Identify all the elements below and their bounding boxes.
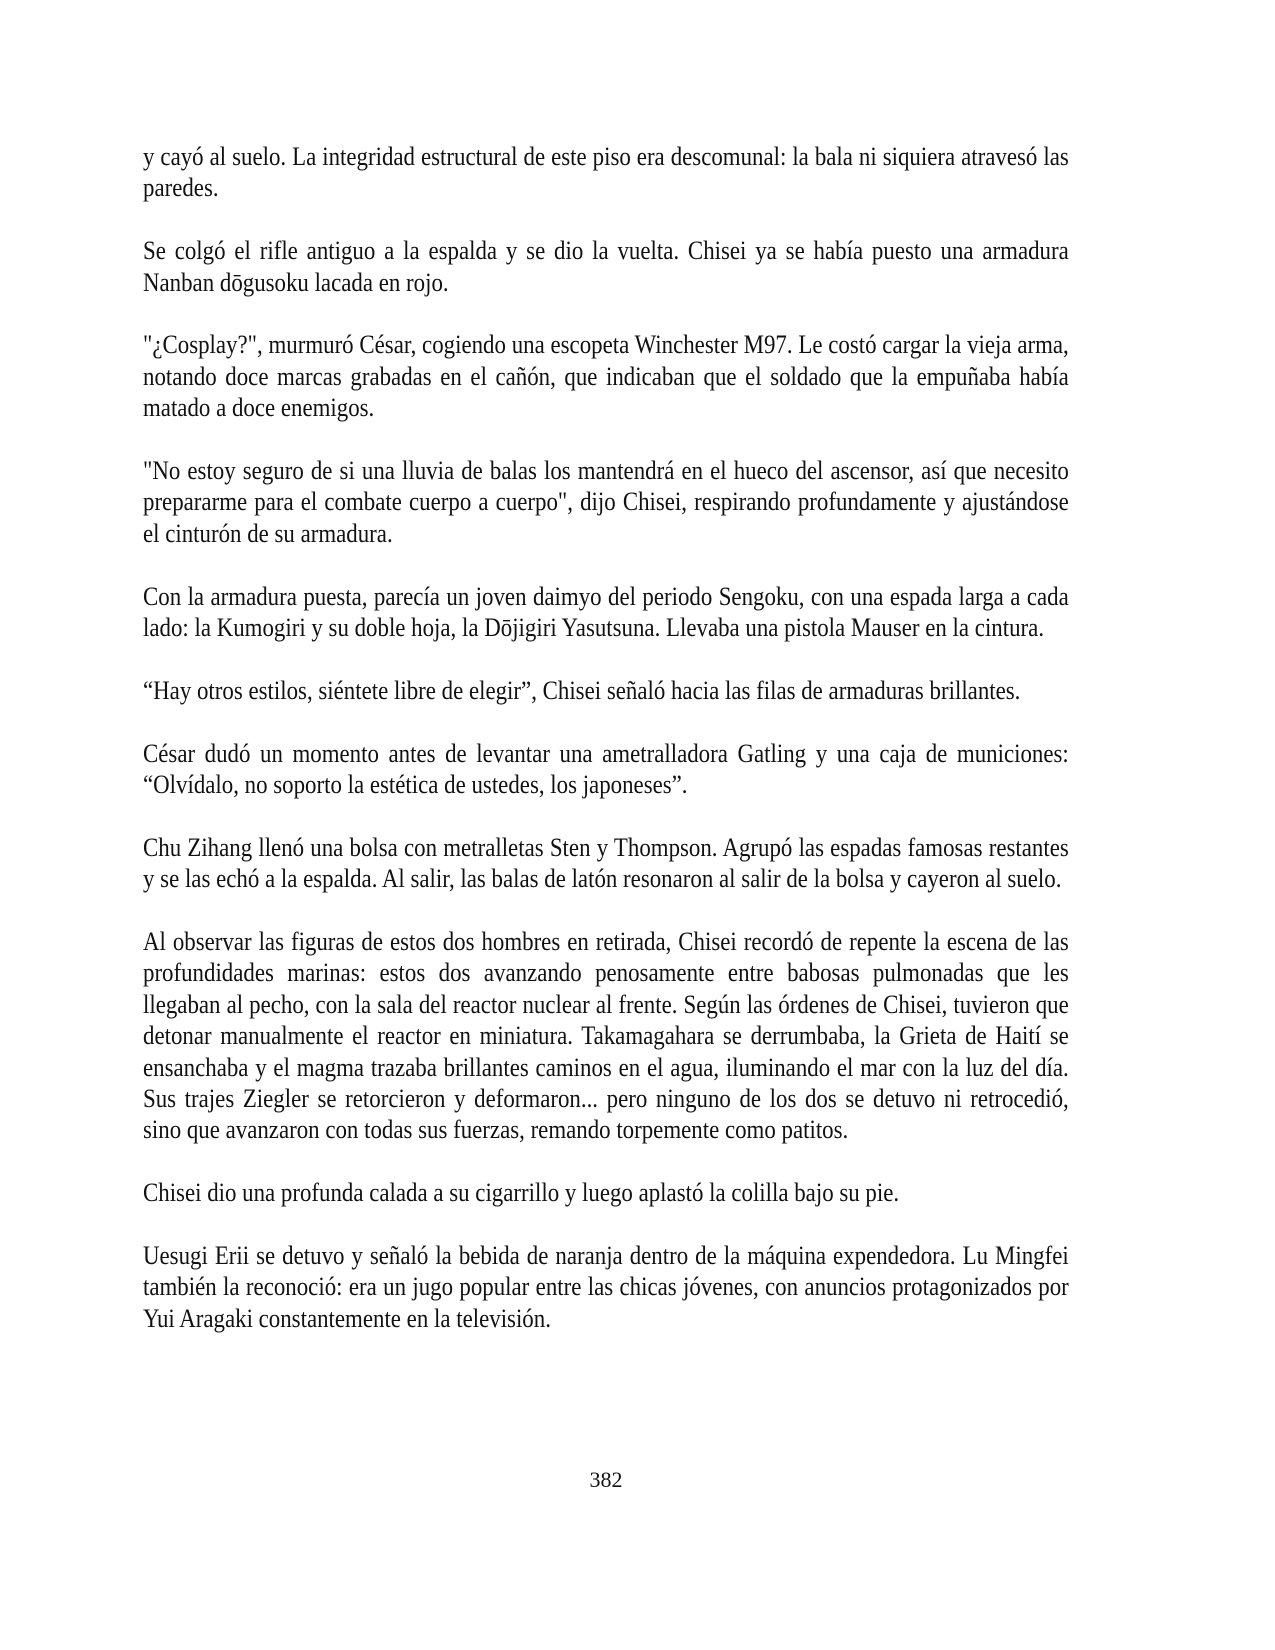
paragraph: "¿Cosplay?", murmuró César, cogiendo una escopeta Winchester M97. Le costó cargar la vieja arma, notando doce marcas grabadas en el cañón, que indicaban que el soldado que la empuñaba había matado a doce enemigos.	[143, 330, 1069, 423]
paragraph: Se colgó el rifle antiguo a la espalda y se dio la vuelta. Chisei ya se había puesto una armadura Nanban dōgusoku lacada en rojo.	[143, 236, 1069, 297]
paragraph: Chu Zihang llenó una bolsa con metralletas Sten y Thompson. Agrupó las espadas famosas restantes y se las echó a la espalda. Al salir, las balas de latón resonaron al salir de la bolsa y cayeron al suelo.	[143, 832, 1069, 894]
paragraph: Chisei dio una profunda calada a su cigarrillo y luego aplastó la colilla bajo su pie.	[143, 1178, 900, 1208]
paragraph: "No estoy seguro de si una lluvia de balas los mantendrá en el hueco del ascensor, así que necesito prepararme para el combate cuerpo a cuerpo", dijo Chisei, respirando profundamente y ajustándose el cinturón de su armadura.	[143, 456, 1069, 548]
paragraph: Con la armadura puesta, parecía un joven daimyo del periodo Sengoku, con una espada larga a cada lado: la Kumogiri y su doble hoja, la Dōjigiri Yasutsuna. Llevaba una pistola Mauser en la cintura.	[143, 581, 1069, 643]
document-body	[143, 141, 1069, 1366]
paragraph: “Hay otros estilos, siéntete libre de elegir”, Chisei señaló hacia las filas de armaduras brillantes.	[143, 675, 1021, 705]
paragraph: Uesugi Erii se detuvo y señaló la bebida de naranja dentro de la máquina expendedora. Lu Mingfei también la reconoció: era un jugo popular entre las chicas jóvenes, con anuncios protagonizados por Yui Aragaki constantemente en la televisión.	[143, 1241, 1069, 1333]
paragraph: y cayó al suelo. La integridad estructural de este piso era descomunal: la bala ni siquiera atravesó las paredes.	[143, 142, 1069, 203]
paragraph: Al observar las figuras de estos dos hombres en retirada, Chisei recordó de repente la escena de las profundidades marinas: estos dos avanzando penosamente entre babosas pulmonadas que les llegaban al pecho, con la sala del reactor nuclear al frente. Según las órdenes de Chisei, tuvieron que detonar manualmente el reactor en miniatura. Takamagahara se derrumbaba, la Grieta de Haití se ensanchaba y el magma trazaba brillantes caminos en el agua, iluminando el mar con la luz del día. Sus trajes Ziegler se retorcieron y deformaron... pero ninguno de los dos se detuvo ni retrocedió, sino que avanzaron con todas sus fuerzas, remando torpemente como patitos.	[143, 927, 1069, 1145]
page-number: 382	[589, 1467, 623, 1492]
paragraph: César dudó un momento antes de levantar una ametralladora Gatling y una caja de municiones: “Olvídalo, no soporto la estética de ustedes, los japoneses”.	[143, 738, 1069, 800]
